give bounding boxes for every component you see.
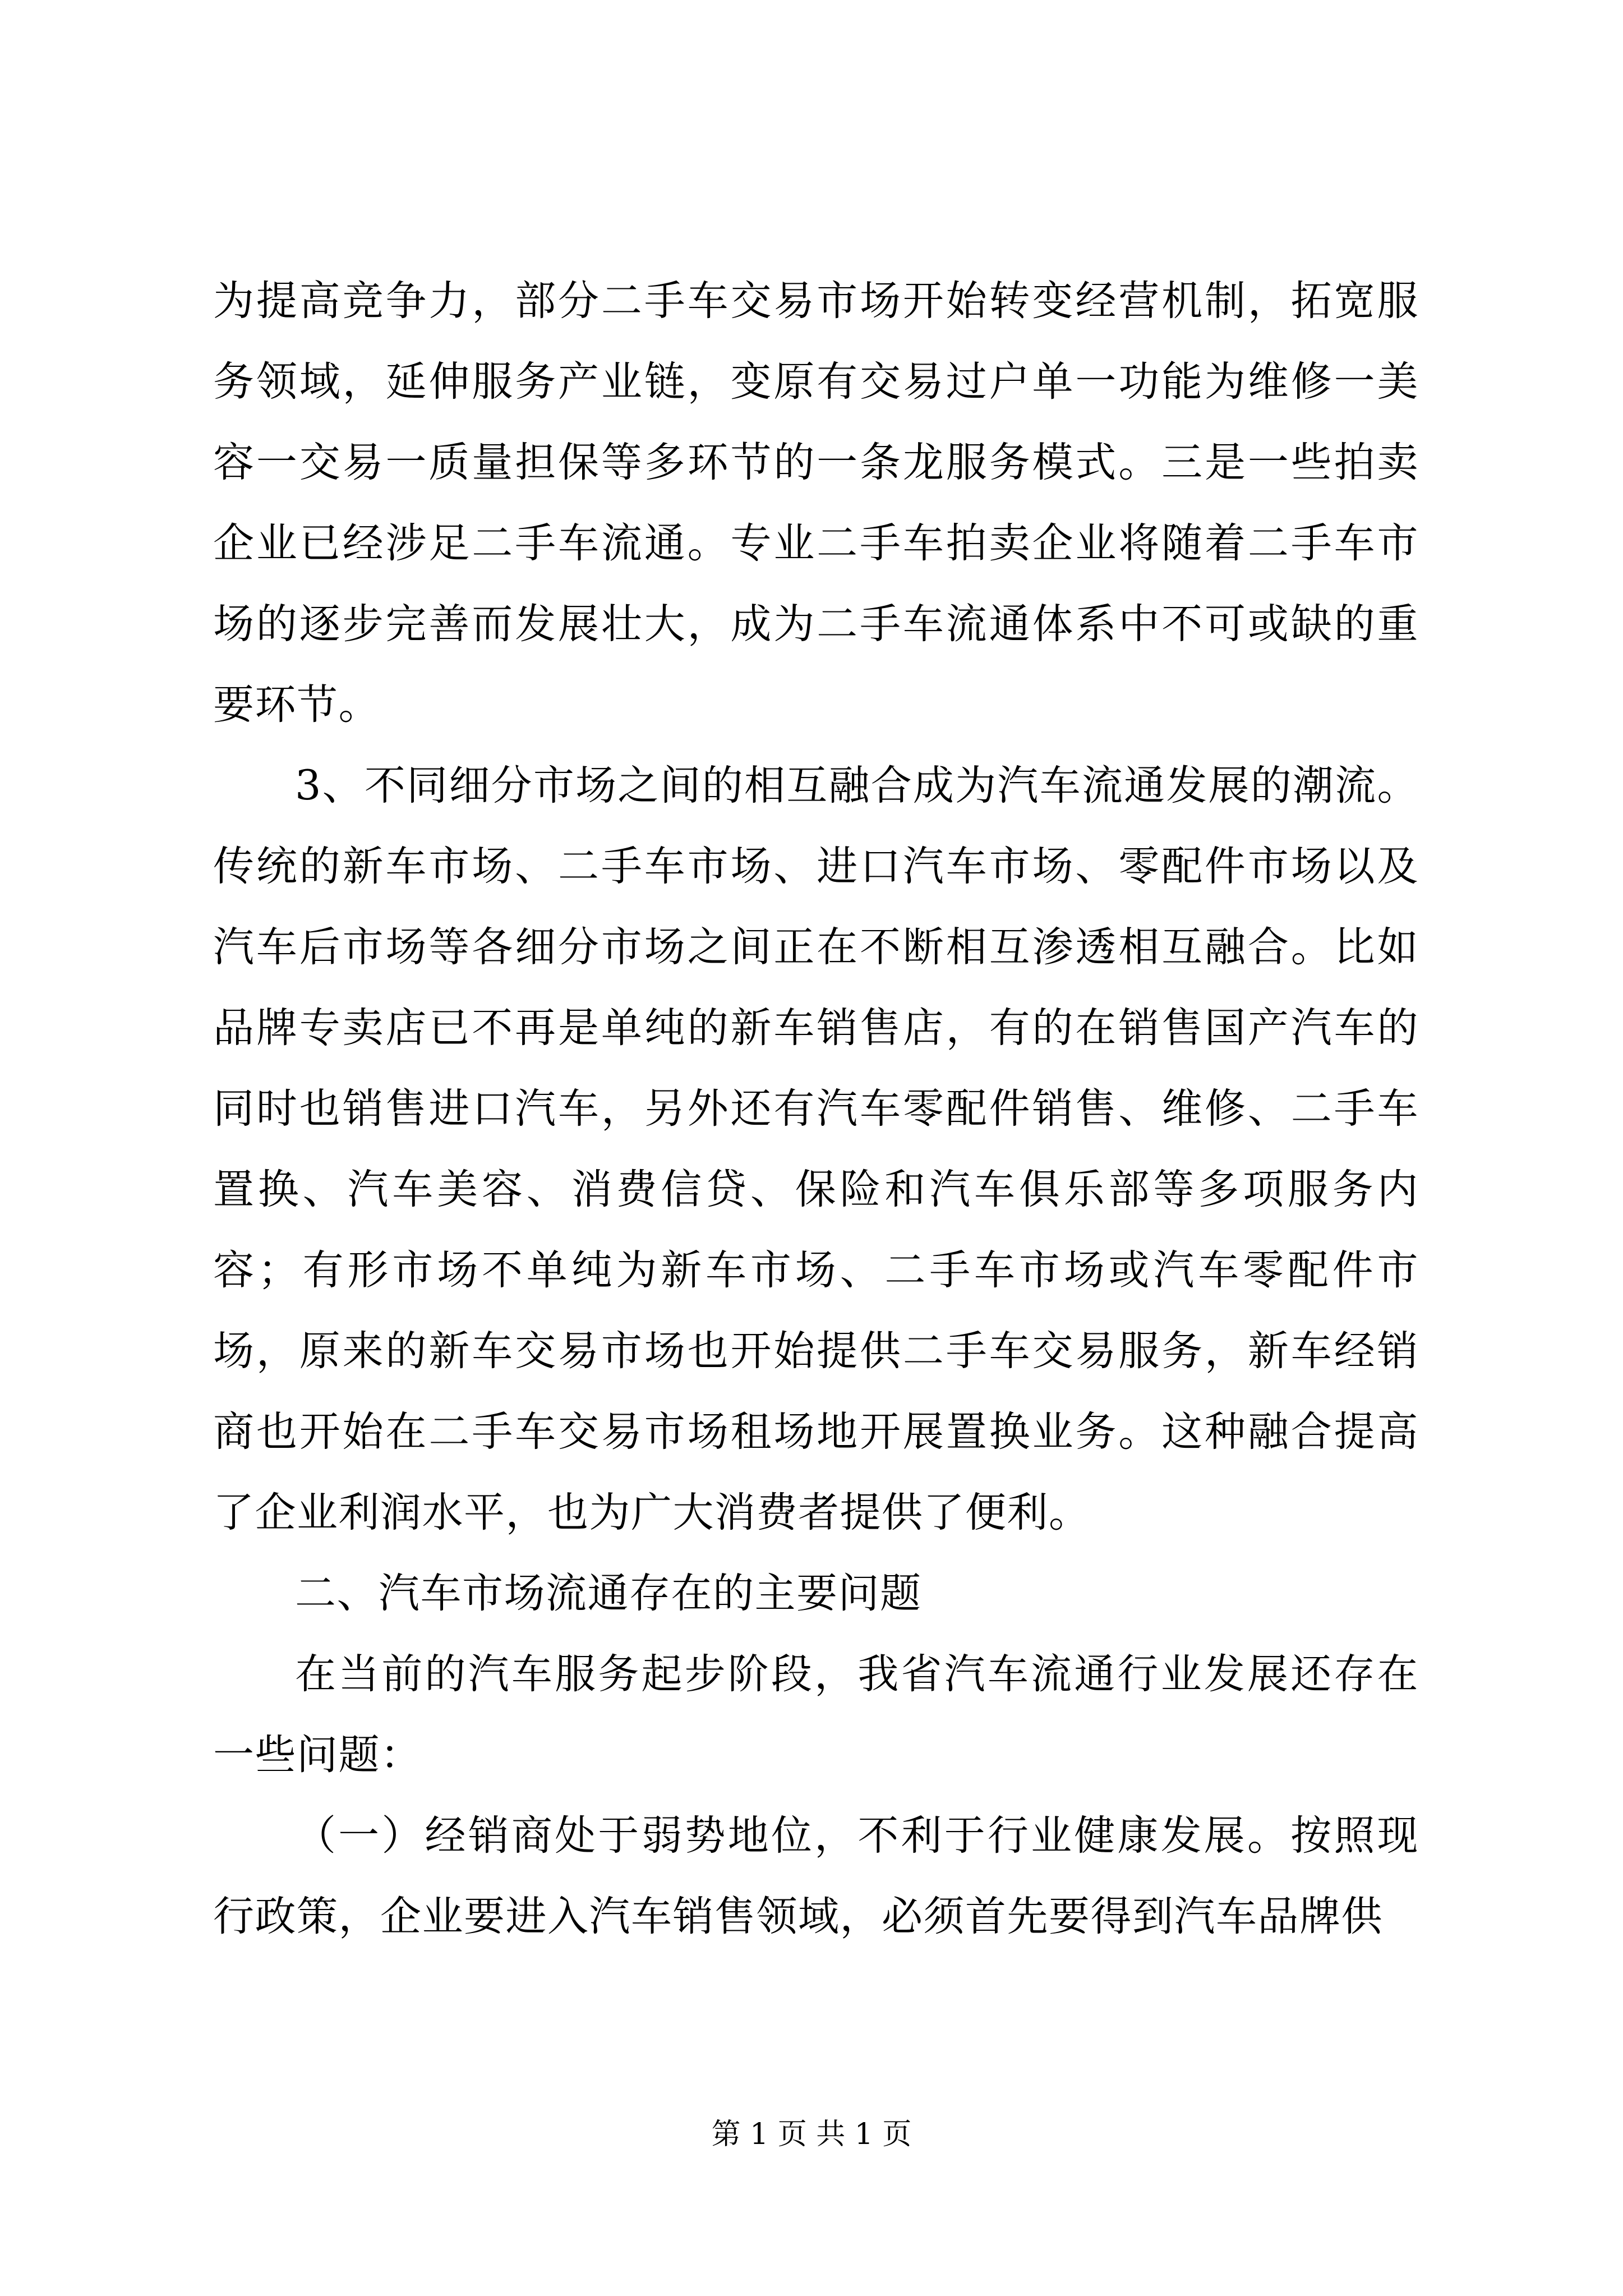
section-heading: 二、汽车市场流通存在的主要问题 (295, 1570, 922, 1617)
paragraph-section-3: 3、不同细分市场之间的相互融合成为汽车流通发展的潮流。传统的新车市场、二手车市场、进口汽车市场、零配件市场以及汽车后市场等各细分市场之间正在不断相互渗透相互融合。比如品牌专卖店已不再是单纯的新车销售店，有的在销售国产汽车的同时也销售进口汽车，另外还有汽车零配件销售、维修、二手车置换、汽车美容、消费信贷、保险和汽车俱乐部等多项服务内容；有形市场不单纯为新车市场、二手车市场或汽车零配件市场，原来的新车交易市场也开始提供二手车交易服务，新车经销商也开始在二手车交易市场租场地开展置换业务。这种融合提高了企业利润水平，也为广大消费者提供了便利。 (213, 762, 1419, 1536)
document-body (213, 261, 1419, 1957)
paragraph-intro: 在当前的汽车服务起步阶段，我省汽车流通行业发展还存在一些问题： (213, 1650, 1419, 1779)
page-footer: 第 1 页 共 1 页 (711, 2118, 912, 2151)
paragraph-continuation: 为提高竞争力，部分二手车交易市场开始转变经营机制，拓宽服务领域，延伸服务产业链，变原有交易过户单一功能为维修一美容一交易一质量担保等多环节的一条龙服务模式。三是一些拍卖企业已经涉足二手车流通。专业二手车拍卖企业将随着二手车市场的逐步完善而发展壮大，成为二手车流通体系中不可或缺的重要环节。 (213, 277, 1419, 729)
paragraph-item-1: （一）经销商处于弱势地位，不利于行业健康发展。按照现行政策，企业要进入汽车销售领域，必须首先要得到汽车品牌供 (213, 1812, 1419, 1940)
